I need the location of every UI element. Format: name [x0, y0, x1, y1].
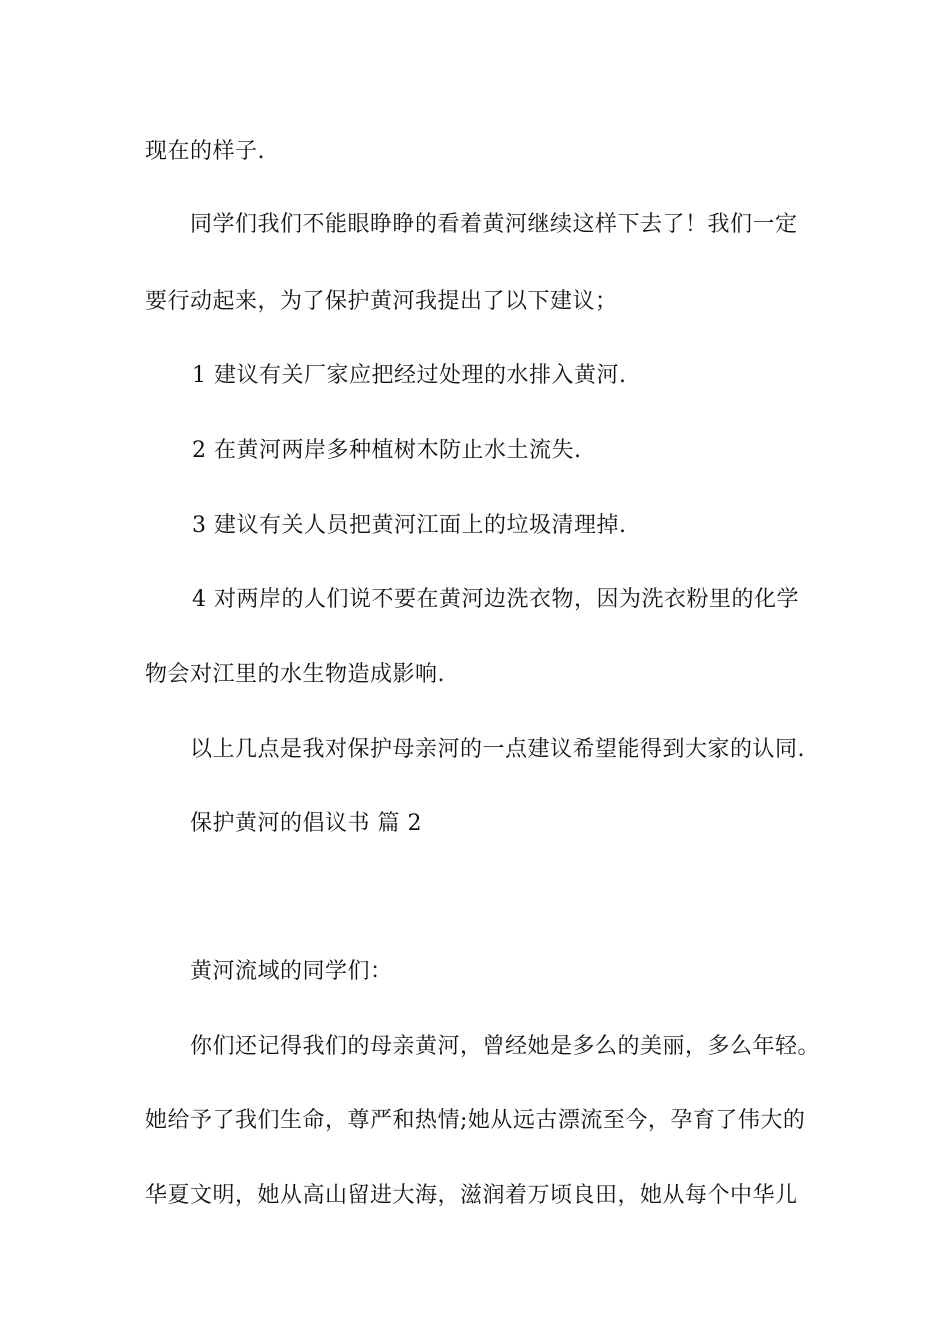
salutation: 黄河流域的同学们： — [190, 959, 393, 984]
list-item: 4 对两岸的人们说不要在黄河边洗衣物，因为洗衣粉里的化学 — [192, 587, 799, 612]
list-item: 2 在黄河两岸多种植树木防止水土流失. — [192, 438, 582, 463]
section-heading: 保护黄河的倡议书 篇 2 — [190, 811, 422, 836]
paragraph-line: 她给予了我们生命，尊严和热情;她从远古漂流至今，孕育了伟大的 — [145, 1108, 806, 1133]
paragraph-line: 华夏文明，她从高山留进大海，滋润着万顷良田，她从每个中华儿 — [145, 1183, 798, 1208]
paragraph-line: 物会对江里的水生物造成影响. — [145, 662, 445, 687]
paragraph-line: 现在的样子. — [145, 139, 265, 164]
paragraph-line: 同学们我们不能眼睁睁的看着黄河继续这样下去了！我们一定 — [190, 212, 798, 237]
paragraph-line: 要行动起来，为了保护黄河我提出了以下建议； — [145, 289, 618, 314]
paragraph-line: 你们还记得我们的母亲黄河，曾经她是多么的美丽，多么年轻。 — [190, 1034, 821, 1059]
paragraph-line: 以上几点是我对保护母亲河的一点建议希望能得到大家的认同. — [190, 737, 805, 762]
list-item: 3 建议有关人员把黄河江面上的垃圾清理掉. — [192, 513, 627, 538]
list-item: 1 建议有关厂家应把经过处理的水排入黄河. — [192, 363, 627, 388]
